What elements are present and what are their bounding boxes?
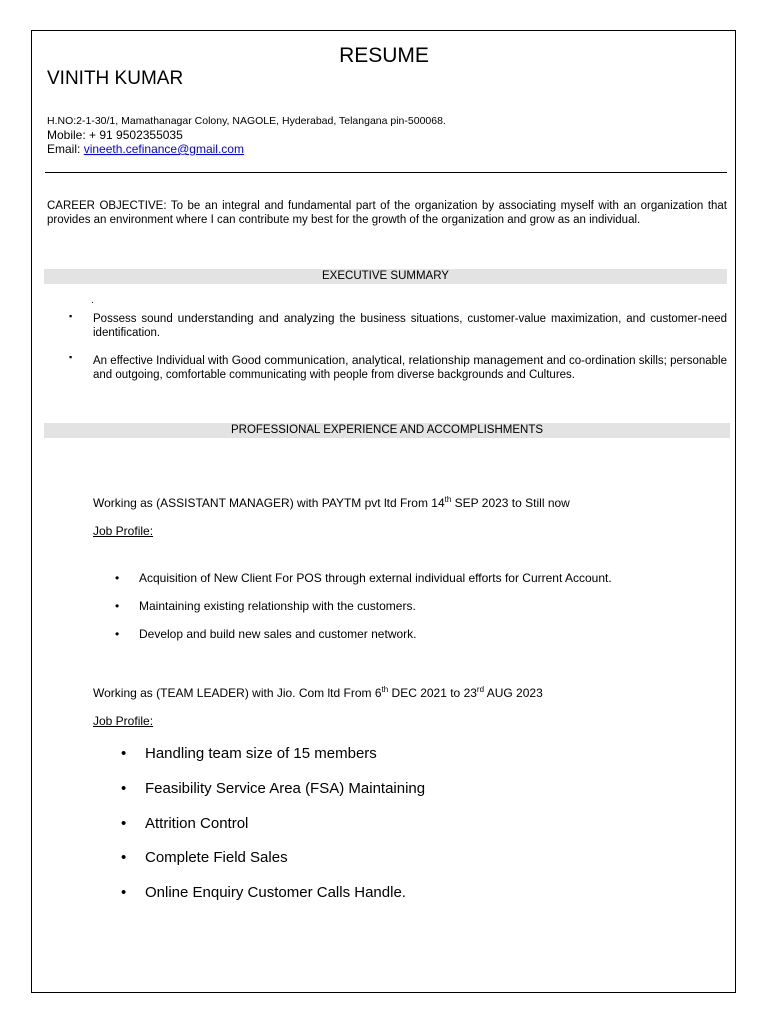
document-title: RESUME bbox=[339, 44, 429, 67]
round-bullet-icon: • bbox=[115, 627, 120, 641]
job-duty: Complete Field Sales bbox=[145, 849, 288, 866]
round-bullet-icon: • bbox=[121, 815, 127, 832]
job-profile-label: Job Profile: bbox=[93, 524, 154, 538]
summary-emphasis: Good communication, analytical, relationship management bbox=[231, 353, 544, 367]
job-duty: Develop and build new sales and customer network. bbox=[139, 627, 417, 641]
ordinal-suffix: th bbox=[444, 495, 452, 504]
objective-label: CAREER OBJECTIVE: bbox=[47, 200, 167, 212]
job-title-text: AUG 2023 bbox=[484, 686, 543, 700]
email-label: Email: bbox=[47, 142, 84, 156]
job-duty: Acquisition of New Client For POS through external individual efforts for Current Account. bbox=[139, 571, 612, 585]
job-title-text: SEP 2023 to Still now bbox=[451, 496, 570, 510]
job-duty: Online Enquiry Customer Calls Handle. bbox=[145, 884, 406, 901]
job-title bbox=[93, 495, 570, 510]
job-duty: Maintaining existing relationship with the customers. bbox=[139, 599, 416, 613]
square-bullet-icon: ▪ bbox=[69, 311, 73, 321]
job-profile-label: Job Profile: bbox=[93, 714, 154, 728]
page-border bbox=[31, 30, 736, 993]
job-duty: Handling team size of 15 members bbox=[145, 745, 377, 762]
experience-heading: PROFESSIONAL EXPERIENCE AND ACCOMPLISHMENTS bbox=[44, 423, 730, 438]
job-duty: Attrition Control bbox=[145, 815, 249, 832]
summary-text: An effective Individual with bbox=[93, 355, 232, 367]
career-objective bbox=[47, 199, 727, 227]
objective-text: To be an integral and fundamental part of the organization by associating myself with an organization that provides an environment where I can contribute my best for the growth of the organization and grow as an individual. bbox=[47, 200, 728, 226]
ordinal-suffix: rd bbox=[476, 685, 485, 694]
candidate-name: VINITH KUMAR bbox=[47, 68, 184, 89]
job-duty: Feasibility Service Area (FSA) Maintaining bbox=[145, 780, 426, 797]
summary-text: Possess sound bbox=[93, 313, 178, 325]
job-title-text: Working as (TEAM LEADER) with Jio. Com ltd From 6 bbox=[93, 686, 382, 700]
summary-item bbox=[93, 311, 727, 340]
round-bullet-icon: • bbox=[121, 884, 127, 901]
job-title bbox=[93, 685, 543, 700]
summary-item bbox=[93, 353, 727, 382]
ordinal-suffix: th bbox=[381, 685, 389, 694]
executive-summary-heading: EXECUTIVE SUMMARY bbox=[44, 269, 727, 284]
address: H.NO:2-1-30/1, Mamathanagar Colony, NAGOLE, Hyderabad, Telangana pin-500068. bbox=[47, 115, 446, 127]
email-link[interactable]: vineeth.cefinance@gmail.com bbox=[83, 142, 244, 156]
square-bullet-icon: ▪ bbox=[69, 352, 73, 362]
round-bullet-icon: • bbox=[115, 571, 120, 585]
summary-text: and co-ordination skills; personable and outgoing, comfortable communicating with people from diverse backgrounds and Cultures. bbox=[93, 355, 727, 381]
header-divider bbox=[45, 172, 727, 173]
round-bullet-icon: • bbox=[115, 599, 120, 613]
round-bullet-icon: • bbox=[121, 780, 127, 797]
mobile: Mobile: + 91 9502355035 bbox=[47, 128, 183, 142]
round-bullet-icon: • bbox=[121, 849, 127, 866]
summary-emphasis: understanding and analyzing bbox=[177, 311, 335, 325]
round-bullet-icon: • bbox=[121, 745, 127, 762]
job-title-text: DEC 2021 to 23 bbox=[388, 686, 477, 700]
email-line bbox=[47, 142, 244, 156]
stray-dot: . bbox=[91, 295, 94, 306]
job-title-text: Working as (ASSISTANT MANAGER) with PAYTM pvt ltd From 14 bbox=[93, 496, 445, 510]
summary-text: the business situations, customer-value maximization, and customer-need identification. bbox=[93, 313, 728, 339]
